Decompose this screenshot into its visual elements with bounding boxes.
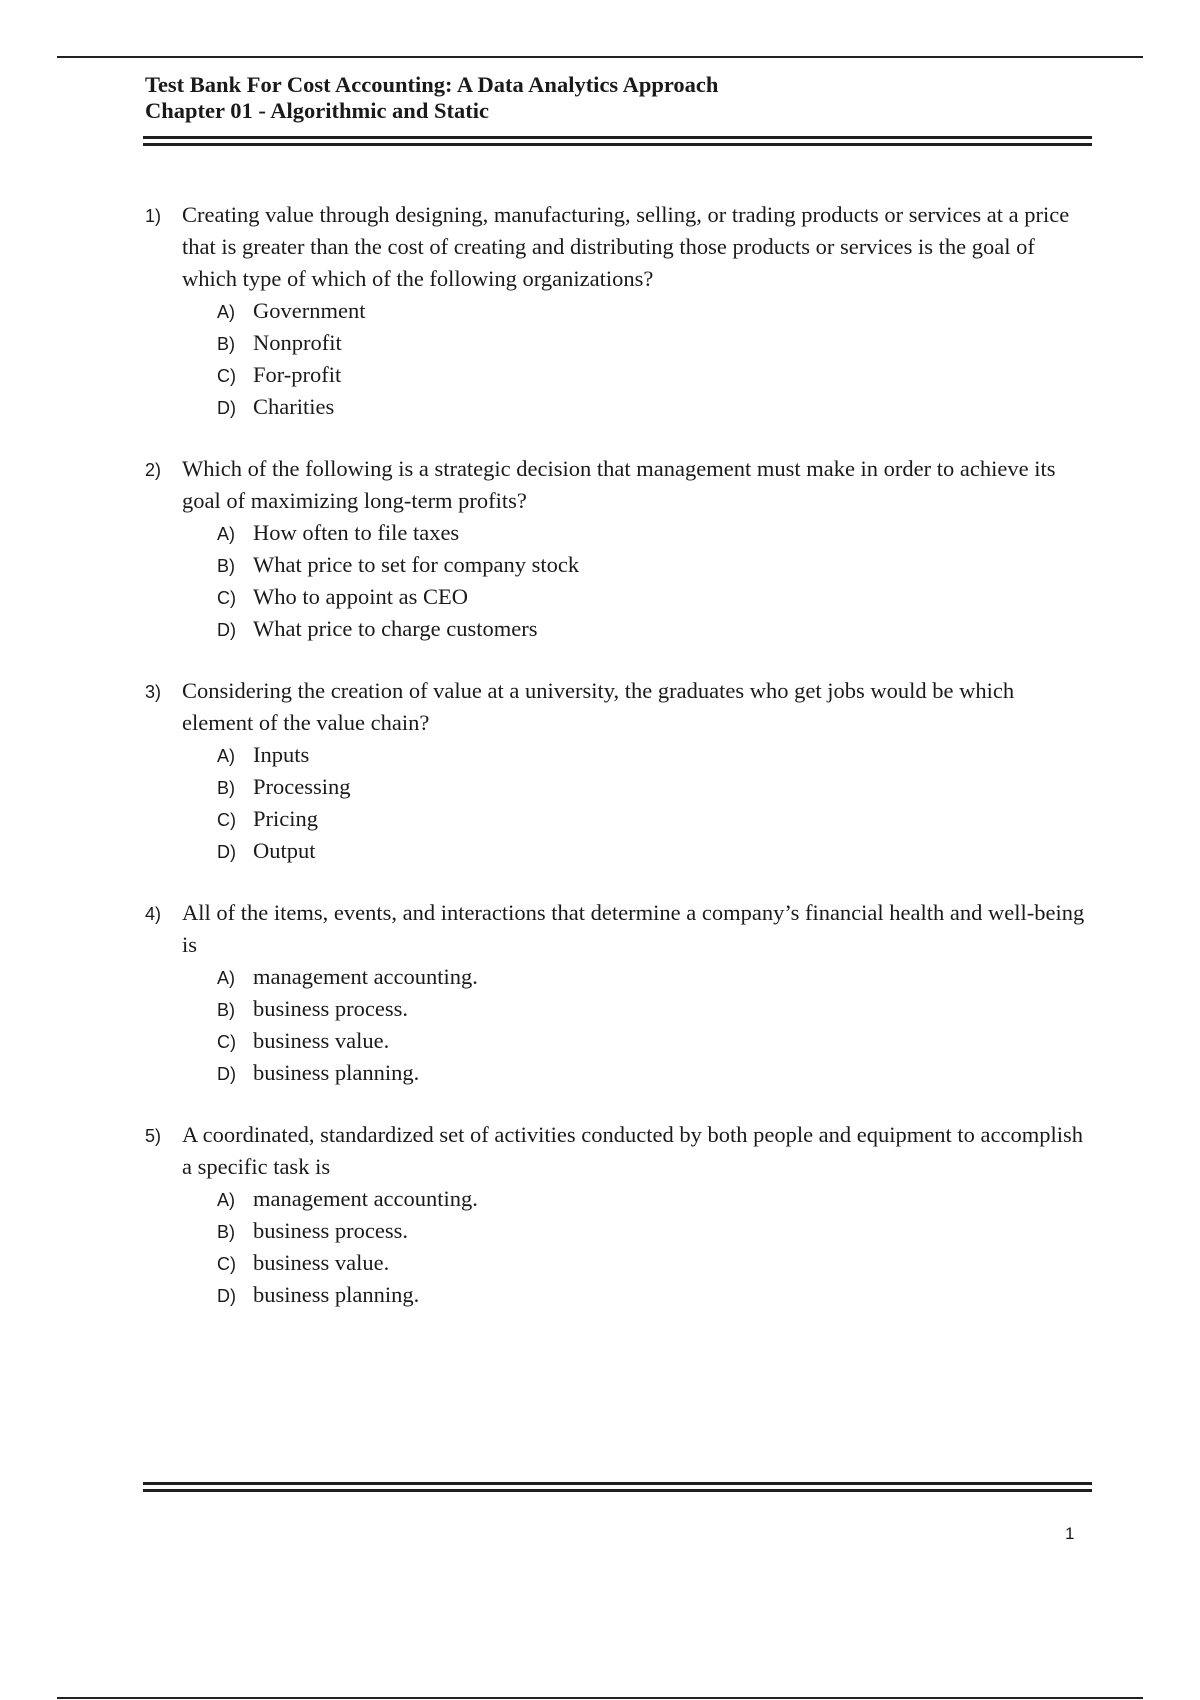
option-text: Charities [253, 394, 335, 419]
option-text: Processing [253, 774, 351, 799]
answer-option-b [217, 549, 1095, 581]
top-page-rule [57, 56, 1143, 58]
answer-option-b [217, 993, 1095, 1025]
option-text: Government [253, 298, 366, 323]
option-letter: C) [217, 588, 236, 608]
answer-option-a [217, 295, 1095, 327]
option-letter: C) [217, 1254, 236, 1274]
option-text: Who to appoint as CEO [253, 584, 468, 609]
question-number: 5) [145, 1126, 162, 1146]
header-double-rule [143, 136, 1092, 146]
option-text: business process. [253, 996, 408, 1021]
answer-option-c [217, 803, 1095, 835]
question-number: 1) [145, 206, 162, 226]
question-number: 4) [145, 904, 162, 924]
option-text: What price to set for company stock [253, 552, 580, 577]
answer-option-c [217, 1247, 1095, 1279]
answer-option-b [217, 1215, 1095, 1247]
question-list [145, 199, 1095, 1341]
question-text: A coordinated, standardized set of activities conducted by both people and equipment to accomplish a specific task is [182, 1122, 1083, 1179]
answer-option-a [217, 1183, 1095, 1215]
document-header [145, 72, 1095, 124]
answer-options [217, 517, 1095, 645]
option-text: For-profit [253, 362, 342, 387]
question-text: Considering the creation of value at a university, the graduates who get jobs would be which element of the value chain? [182, 678, 1015, 735]
option-letter: D) [217, 1064, 236, 1084]
answer-option-b [217, 771, 1095, 803]
answer-option-c [217, 581, 1095, 613]
option-letter: D) [217, 398, 236, 418]
option-letter: C) [217, 366, 236, 386]
answer-option-b [217, 327, 1095, 359]
option-text: business process. [253, 1218, 408, 1243]
answer-option-c [217, 1025, 1095, 1057]
option-text: Inputs [253, 742, 310, 767]
answer-option-a [217, 517, 1095, 549]
option-text: Pricing [253, 806, 318, 831]
option-letter: B) [217, 1222, 235, 1242]
option-letter: B) [217, 1000, 235, 1020]
answer-options [217, 295, 1095, 423]
option-letter: B) [217, 778, 235, 798]
option-letter: A) [217, 968, 235, 988]
answer-options [217, 1183, 1095, 1311]
option-letter: D) [217, 620, 236, 640]
chapter-title: Chapter 01 - Algorithmic and Static [145, 98, 489, 123]
option-letter: B) [217, 556, 235, 576]
answer-options [217, 961, 1095, 1089]
option-letter: D) [217, 842, 236, 862]
question-3 [145, 675, 1095, 867]
document-title: Test Bank For Cost Accounting: A Data Analytics Approach [145, 72, 719, 97]
question-text: Creating value through designing, manufacturing, selling, or trading products or services at a price that is greater than the cost of creating and distributing those products or services is the goal of which type of which of the following organizations? [182, 202, 1070, 291]
option-text: What price to charge customers [253, 616, 538, 641]
answer-option-d [217, 1279, 1095, 1311]
option-letter: B) [217, 334, 235, 354]
option-text: business value. [253, 1028, 390, 1053]
answer-options [217, 739, 1095, 867]
option-text: Nonprofit [253, 330, 342, 355]
option-text: management accounting. [253, 1186, 478, 1211]
option-letter: C) [217, 810, 236, 830]
option-text: management accounting. [253, 964, 478, 989]
question-text: All of the items, events, and interactions that determine a company’s financial health and well-being is [182, 900, 1085, 957]
question-number: 2) [145, 460, 162, 480]
option-text: How often to file taxes [253, 520, 460, 545]
option-text: business planning. [253, 1060, 420, 1085]
option-letter: D) [217, 1286, 236, 1306]
option-text: business value. [253, 1250, 390, 1275]
option-letter: C) [217, 1032, 236, 1052]
question-1 [145, 199, 1095, 423]
page-number: 1 [1065, 1524, 1075, 1543]
question-number: 3) [145, 682, 162, 702]
answer-option-c [217, 359, 1095, 391]
answer-option-a [217, 961, 1095, 993]
option-letter: A) [217, 524, 235, 544]
answer-option-d [217, 391, 1095, 423]
question-2 [145, 453, 1095, 645]
answer-option-a [217, 739, 1095, 771]
question-4 [145, 897, 1095, 1089]
answer-option-d [217, 613, 1095, 645]
option-text: business planning. [253, 1282, 420, 1307]
answer-option-d [217, 1057, 1095, 1089]
bottom-page-rule [57, 1697, 1143, 1699]
option-letter: A) [217, 746, 235, 766]
option-letter: A) [217, 1190, 235, 1210]
question-5 [145, 1119, 1095, 1311]
option-letter: A) [217, 302, 235, 322]
question-text: Which of the following is a strategic decision that management must make in order to achieve its goal of maximizing long-term profits? [182, 456, 1056, 513]
option-text: Output [253, 838, 316, 863]
footer-double-rule [143, 1482, 1092, 1492]
answer-option-d [217, 835, 1095, 867]
